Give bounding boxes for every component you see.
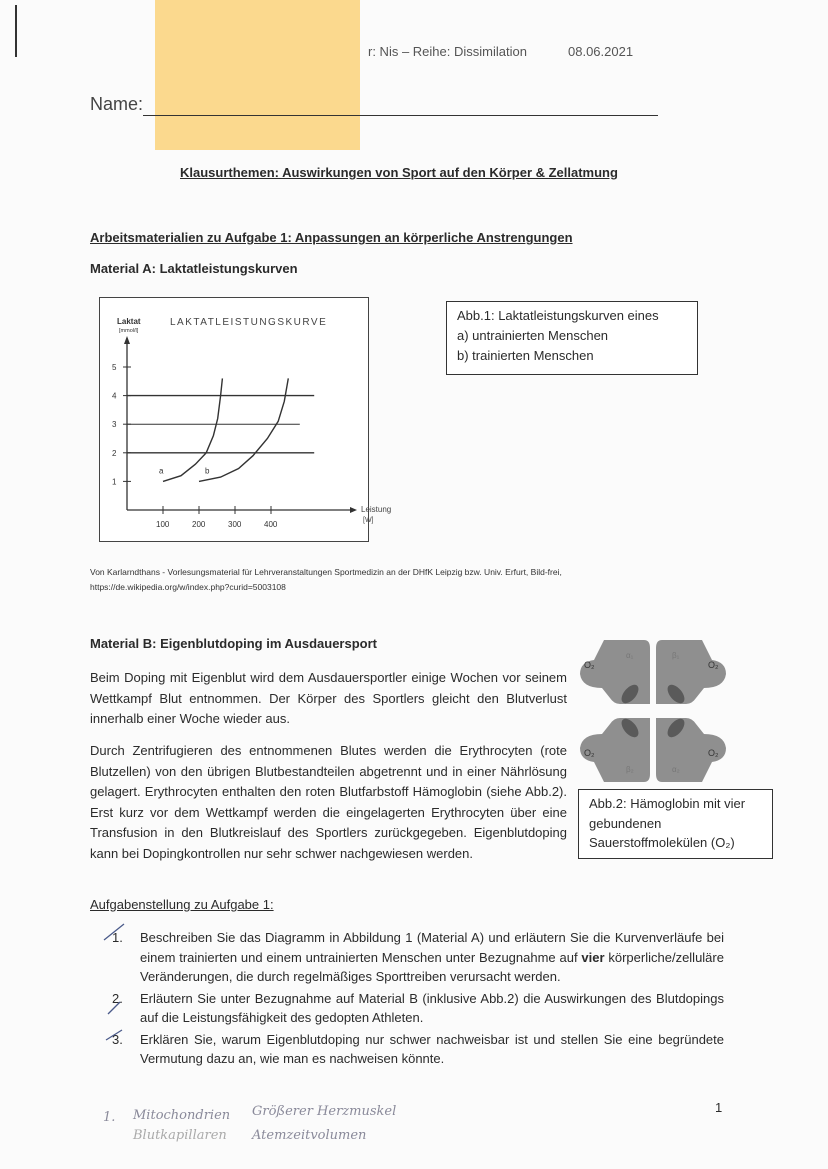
o2-label: O₂ [584,660,595,670]
subunit-label: β₁ [672,651,680,660]
material-b-heading: Material B: Eigenblutdoping im Ausdauersport [90,636,377,651]
x-tick-label: 400 [264,520,278,529]
task-item [112,1030,724,1069]
x-axis-label: Leistung [361,505,392,514]
handwritten-note: Atemzeitvolumen [252,1128,367,1143]
curve-label-a: a [159,466,164,476]
caption-line: b) trainierten Menschen [457,348,594,363]
task-item [112,928,724,987]
paragraph-2: Durch Zentrifugieren des entnommenen Blutes werden die Erythrocyten (rote Blutzellen) von den übrigen Blutbestandteilen abgetrennt und in einer Nährlösung gelagert. Erythrocyten enthalten den roten Blutfarbstoff Hämoglobin (siehe Abb.2). Erst kurz vor dem Wettkampf werden die eingelagerten Erythrocyten über eine Transfusion in den Blutkreislauf des Sportlers zurückgegeben. Eigenblutdoping kann bei Dopingkontrollen nur sehr schwer nachgewiesen werden. [90,743,567,861]
y-tick-label: 4 [112,391,117,401]
handwritten-note: Mitochondrien [133,1108,231,1123]
caption-line: a) untrainierten Menschen [457,328,609,343]
date: 08.06.2021 [568,44,634,59]
caption-line: Abb.1: Laktatleistungskurven eines [457,308,659,323]
x-axis-unit: [W] [363,517,374,524]
lactate-chart [99,297,392,542]
figure-2-caption [578,789,773,859]
course-info: r: Nis – Reihe: Dissimilation [368,44,527,59]
checkmarks [100,922,130,1072]
sticky-note [155,0,360,150]
material-a-heading: Material A: Laktatleistungskurven [90,261,298,276]
handwritten-note: Blutkapillaren [133,1128,227,1143]
y-axis-unit: [mmol/l] [119,328,139,334]
x-tick-label: 100 [156,520,170,529]
curve-label-b: b [205,466,210,476]
task-number: 3. [112,1031,123,1047]
task-text: Erläutern Sie unter Bezugnahme auf Material B (inklusive Abb.2) die Auswirkungen des Blutdopings auf die Leistungsfähigkeit des gedopten Athleten. [140,990,724,1025]
x-tick-label: 300 [228,520,242,529]
caption-line: gebundenen [589,815,662,831]
y-tick-label: 5 [112,363,117,372]
x-axis-arrow [350,507,357,513]
chart-svg [100,298,392,541]
curve-b [199,378,288,481]
page-title: Klausurthemen: Auswirkungen von Sport auf den Körper & Zellatmung [180,165,618,180]
y-axis-label: Laktat [117,317,141,326]
y-tick-label: 2 [112,448,117,458]
o2-label: O₂ [708,660,719,670]
task-emphasis: vier [581,949,605,965]
y-tick-label: 1 [112,477,117,487]
source-url: https://de.wikipedia.org/w/index.php?curid=5003108 [90,582,286,592]
margin-mark [15,5,17,57]
caption-line: Sauerstoffmolekülen (O₂) [589,835,735,850]
task-text: körperliche/zelluläre Veränderungen, die durch regelmäßiges Sporttreiben verursacht werden. [140,949,724,984]
subunit-label: α₂ [672,765,680,774]
task-item [112,989,724,1028]
figure-1-caption [446,301,698,375]
task-number: 2. [112,990,123,1006]
y-axis-arrow [124,336,130,344]
handwritten-note: 1. [103,1110,116,1125]
o2-label: O₂ [708,748,719,758]
caption-line: Abb.2: Hämoglobin mit vier [589,796,746,811]
page-number: 1 [715,1100,723,1115]
image-source [90,565,562,595]
task-text: Erklären Sie, warum Eigenblutdoping nur schwer nachweisbar ist und stellen Sie eine begründete Vermutung dazu an, wie man es nachweisen könnte. [140,1031,724,1066]
chart-title: LAKTATLEISTUNGSKURVE [170,317,328,328]
name-line[interactable] [143,115,658,116]
section-heading: Arbeitsmaterialien zu Aufgabe 1: Anpassungen an körperliche Anstrengungen [90,230,573,245]
subunit-label: α₁ [626,651,634,660]
paragraph-1: Beim Doping mit Eigenblut wird dem Ausdauersportler einige Wochen vor seinem Wettkampf Blut entnommen. Der Körper des Sportlers gleicht den Blutverlust innerhalb einer Woche wieder aus. [90,670,567,726]
hemoglobin-illustration [578,638,728,784]
curve-a [163,378,222,481]
task-text: Beschreiben Sie das Diagramm in Abbildung 1 (Material A) und erläutern Sie die Kurvenverläufe bei einem trainierten und einem untrainierten Menschen unter Bezugnahme auf [140,930,724,965]
x-tick-label: 200 [192,520,206,529]
source-line: Von Karlarndthans - Vorlesungsmaterial für Lehrveranstaltungen Sportmedizin an der DHfK Leipzig bzw. Univ. Erfurt, Bild-frei, [90,567,562,577]
handwritten-note: Größerer Herzmuskel [252,1104,397,1119]
task-number: 1. [112,930,123,945]
tasks-heading: Aufgabenstellung zu Aufgabe 1: [90,897,274,912]
task-list [112,928,724,1071]
name-label: Name: [90,94,144,114]
subunit-label: β₂ [626,765,634,774]
y-tick-label: 3 [112,420,117,430]
o2-label: O₂ [584,748,595,758]
